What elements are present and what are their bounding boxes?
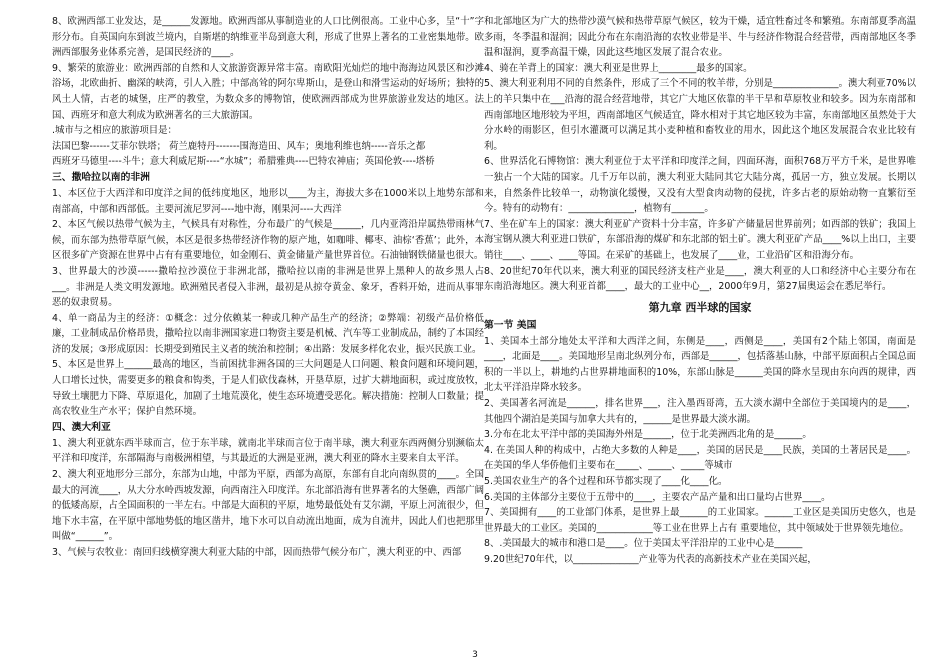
paragraph: 3、世界最大的沙漠------撒哈拉沙漠位于非洲北部，撒哈拉以南的非洲是世界上黑种人的故乡黑人占___。非洲是人类文明发源地。欧洲殖民者侵入非洲，最初是从掠夺黄金、象牙，香料开始，进而从事罪恶的奴隶贸易。 bbox=[52, 265, 484, 309]
paragraph: 7、美国拥有____的工业部门体系，是世界上最______的工业国家。______工业区是美国历史悠久，也是世界最大的工业区。美国的____________等工业在世界上占有 重要地位，其中领域处于世界领先地位。 bbox=[484, 507, 916, 534]
paragraph: 6.美国的主体部分主要位于五带中的____，主要农产品产量和出口量均占世界____。 bbox=[484, 491, 831, 503]
paragraph: .城市与之相应的旅游项目是： bbox=[52, 125, 177, 137]
section-heading: 第九章 西半球的国家 bbox=[648, 300, 752, 314]
right-column bbox=[484, 14, 916, 568]
paragraph: 3.分布在北太平洋中部的美国海外州是______，位于北美洲西北角的是______。 bbox=[484, 429, 812, 441]
paragraph: 9、繁荣的旅游业：欧洲西部的自然和人文旅游资源异常丰富。南欧阳光灿烂的地中海海边风景区和沙滩浴场，北欧曲折、幽深的峡湾，引人入胜；中部高耸的阿尔卑斯山，是登山和滑雪运动的好场所；独特的风土人情，古老的城堡，庄严的教堂，为数众多的博物馆，使欧洲西部成为世界旅游业发达的地区。法国、西班牙和意大利成为欧洲著名的三大旅游国。 bbox=[52, 62, 484, 121]
paragraph: 8、欧洲西部工业发达，是______发源地。欧洲西部从事制造业的人口比例很高。工业中心多，呈“十”字形分布。自英国向东到波兰境内，自斯堪的纳维亚半岛到意大利，形成了世界上著名的工业密集地带。欧洲西部服务业体系完善，是国民经济的____。 bbox=[52, 16, 484, 59]
paragraph: 6、世界活化石博物馆：澳大利亚位于太平洋和印度洋之间，四面环海，面积768万平方千米，是世界唯一独占一个大陆的国家。几千万年以前，澳大利亚大陆同其它大陆分离，孤居一方，独立发展。长期以来，自然条件比较单一，动物演化缓慢，又没有大型食肉动物的侵扰，许多古老的原始动物一直繁衍至今。特有的动物有：______________，植物有_______。 bbox=[484, 156, 916, 215]
left-column bbox=[52, 14, 484, 561]
paragraph: 1、美国本土部分地处太平洋和大西洋之间，东侧是____，西侧是____，美国有2个陆上邻国，南面是____，北面是____。美国地形呈南北纵列分布，西部是______，包括落基山脉，中部平原面积占全国总面积的一半以上，耕地约占世界耕地面积的10%，东部山脉是______美国的降水呈现由东向西的规律，西北太平洋沿岸降水较多。 bbox=[484, 335, 916, 394]
section-heading: 第一节 美国 bbox=[484, 319, 537, 331]
paragraph: 4、单一商品为主的经济：①概念：过分依赖某一种或几种产品生产的经济；②弊端：初级产品价格低廉，工业制成品价格昂贵，撒哈拉以南非洲国家进口物资主要是机械、汽车等工业制成品，制约了本国经济的发展；③形成原因：长期受到殖民主义者的统治和控制；④出路：发展多样化农业，振兴民族工业。 bbox=[52, 312, 484, 355]
paragraph: 5、澳大利亚利用不同的自然条件，形成了三个不同的牧羊带，分别是______________。澳大利亚70%以上的羊只集中在___沿海的混合经营地带，其它广大地区依靠的半干旱和草原牧业和较多。因为东南部和西南部地区地形较为平坦，西南部地区气候适宜，降水相对于其它地区较为丰富，东南部地区虽然处于大分水岭的雨影区，但引水灌溉可以满足其小麦种植和畜牧业的用水，因此这个地区发展混合农业比较有利。 bbox=[484, 78, 916, 152]
paragraph: 4、骑在羊背上的国家：澳大利亚是世界上________最多的国家。 bbox=[484, 62, 753, 74]
paragraph: 2、本区气候以热带气候为主，气候具有对称性，分布最广的气候是______，几内亚湾沿岸属热带雨林气候，而东部为热带草原气候，本区是很多热带经济作物的原产地，如咖啡、椰枣、油棕‘香蕉’；此外，本区很多矿产资源在世界中占有有重要地位，如金刚石、黄金储量产量世界首位。石油铀钢铁储量也很大。 bbox=[52, 219, 484, 262]
paragraph: 7、坐在矿车上的国家：澳大利亚矿产资料十分丰富，许多矿产储量居世界前列；如西部的铁矿；我国上海宝钢从澳大利亚进口铁矿，东部沿海的煤矿和东北部的铝土矿。澳大利亚矿产品____%以上出口，主要销往____、____、____等国。在采矿的基础上，也发展了____业，工业沿矿区和沿海分布。 bbox=[484, 218, 916, 261]
paragraph: 和北部地区为广大的热带沙漠气候和热带草原气候区，较为干燥，适宜牲畜过冬和繁殖。东南部夏季高温多雨，冬季温和湿润；因此分布在东南沿海的农牧业带是半、牛与经济作物混合经营带，西南部地区冬季温和湿润，夏季高温干燥，因此这些地区发展了混合农业。 bbox=[484, 16, 916, 59]
paragraph: 3、气候与农牧业：南回归线横穿澳大利亚大陆的中部，因而热带气候分布广，澳大利亚的中、西部 bbox=[52, 547, 462, 558]
paragraph: 5、本区是世界上______最高的地区，当前困扰非洲各国的三大问题是人口问题、粮食问题和环境问题，人口增长过快，需要更多的粮食和钩类，于是人们砍伐森林，开垦草原，过扩大耕地面积，或过度放牧，导致土壤肥力下降、草原退化，加剧了土地荒漠化，使生态环境遭受恶化。解决措施：控制人口数量；提高农牧业生产水平；保护自然环境。 bbox=[52, 359, 484, 418]
paragraph: 2、美国著名河流是______，排名世界___，注入墨西哥湾，五大淡水湖中全部位于美国境内的是____，其他四个湖泊是美国与加拿大共有的，______是世界最大淡水湖。 bbox=[484, 398, 916, 425]
paragraph: 法国巴黎------艾菲尔铁塔； 荷兰鹿特丹-------围海造田、风车；奥地利维也纳-----音乐之都 bbox=[52, 140, 426, 152]
paragraph: 4. 在美国人种的构成中，占绝大多数的人种是____，美国的居民是____民族，美国的土著居民是____。在美国的华人华侨他们主要布在_____、_____、_____等城市 bbox=[484, 444, 916, 472]
paragraph: 8、20世纪70年代以来，澳大利亚的国民经济支柱产业是____，澳大利亚的人口和经济中心主要分布在东南沿海地区。澳大利亚首都____，最大的工业中心__，2000年9月，第27届奥运会在悉尼举行。 bbox=[484, 265, 916, 293]
paragraph: 西班牙马德里----斗牛；意大利威尼斯----“水城”；希腊雅典----巴特农神庙；英国伦敦----塔桥 bbox=[52, 156, 435, 168]
page-number: 3 bbox=[472, 650, 478, 660]
paragraph: 5.美国农业生产的各个过程和环节都实现了____化____化。 bbox=[484, 476, 728, 488]
paragraph: 2、澳大利亚地形分三部分，东部为山地，中部为平原，西部为高原，东部有自北向南纵贯的____。全国最大的河流____，从大分水岭西坡发源，向西南注入印度洋。东北部沿海有世界著名的大堡礁，西部广阔的低矮高原，占全国面积的一半左右。中部是大面积的平原，地势最低处有艾尔湖，平原上河流很少，但地下水丰富，在平原中部地势低的地区凿井，地下水可以自动流出地面，成为自流井，因此人们也把那里叫做“______”。 bbox=[52, 469, 484, 543]
paragraph: 8、.美国最大的城市和港口是____。位于美国太平洋沿岸的工业中心是______ bbox=[484, 538, 803, 550]
paragraph: 1、本区位于大西洋和印度洋之间的低纬度地区，地形以____为主，海拔大多在1000米以上地势东部和南部高，中部和西部低。主要河流尼罗河----地中海，刚果河----大西洋 bbox=[52, 187, 484, 215]
paragraph: 9.20世纪70年代，以______________产业等为代表的高新技术产业在美国兴起， bbox=[484, 554, 817, 565]
section-heading: 四、澳大利亚 bbox=[52, 421, 111, 433]
paragraph: 1、澳大利亚就东西半球而言，位于东半球，就南北半球而言位于南半球，澳大利亚东西两侧分别濒临太平洋和印度洋，东部隔海与南极洲相望，与其最近的大洲是亚洲，澳大利亚的降水主要来自太平洋。 bbox=[52, 437, 484, 465]
section-heading: 三、撒哈拉以南的非洲 bbox=[52, 171, 150, 183]
